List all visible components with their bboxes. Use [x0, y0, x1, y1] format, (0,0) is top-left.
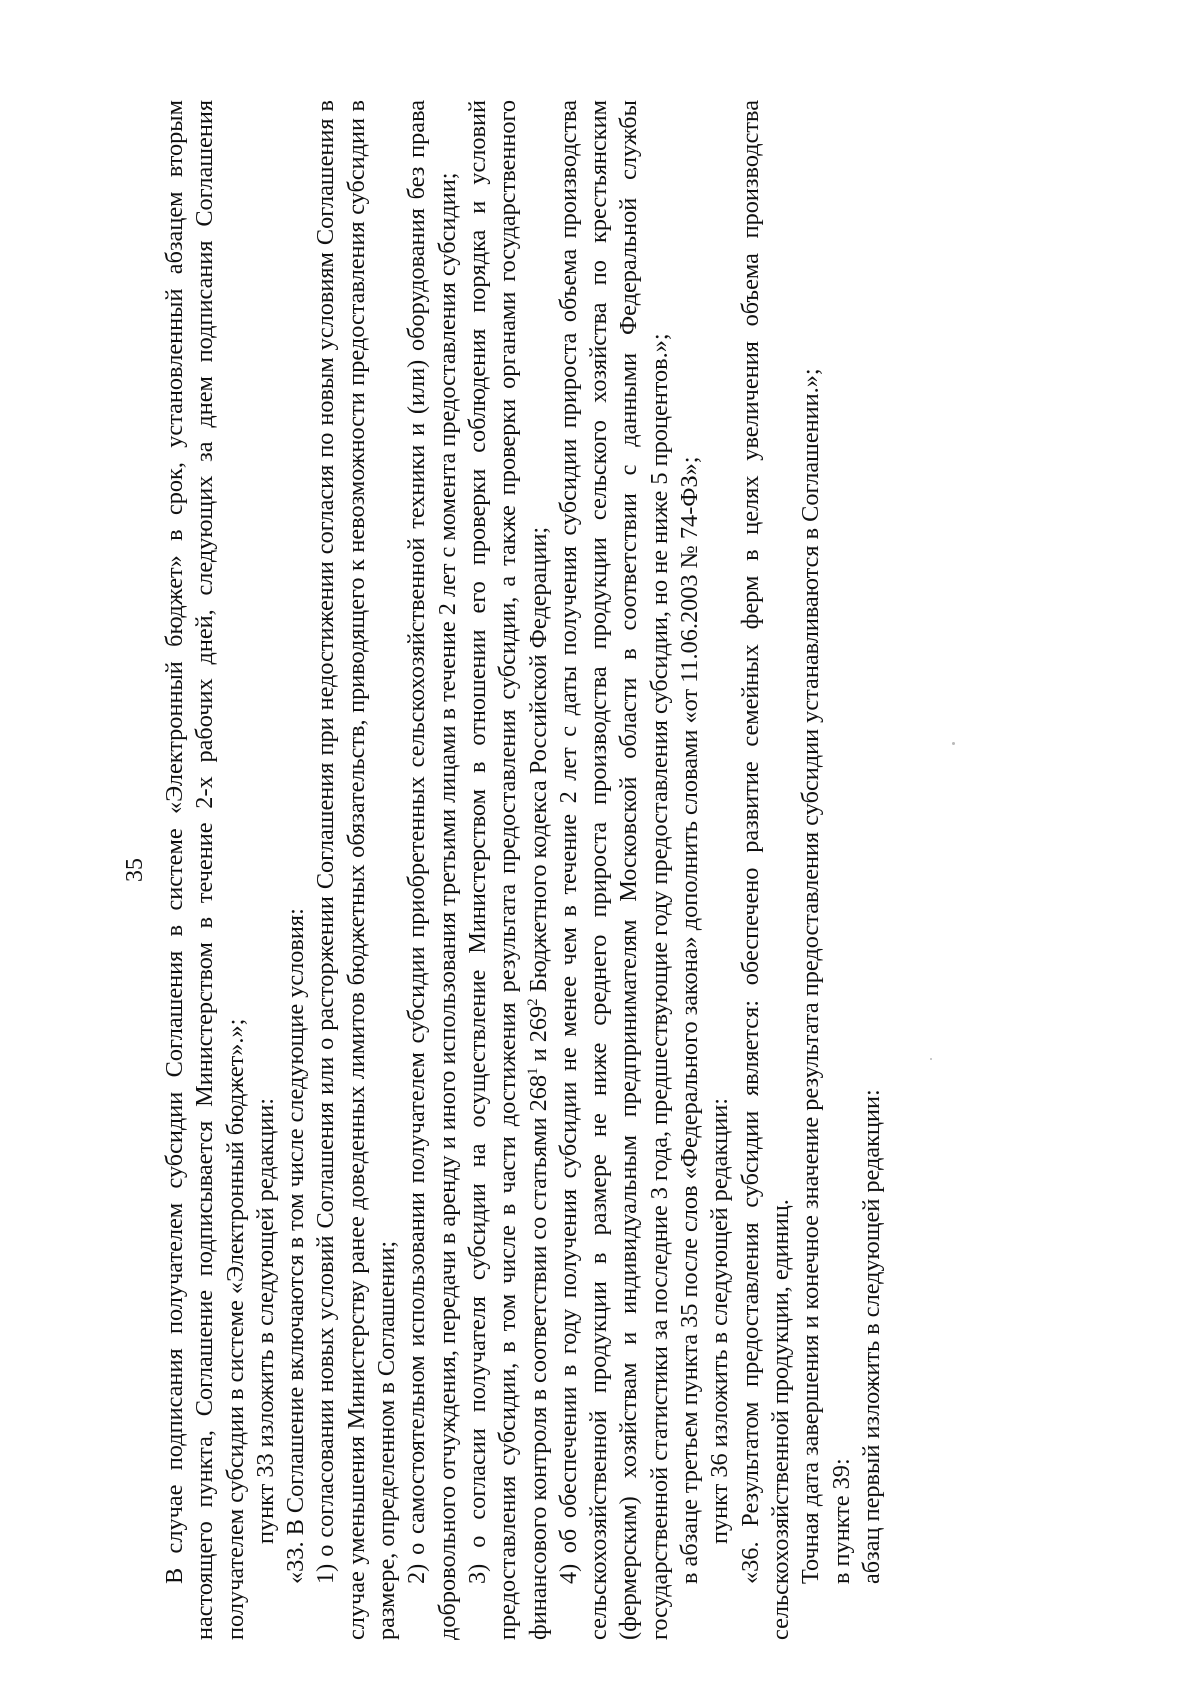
paragraph-condition-2: 2) о самостоятельном использовании получателем субсидии приобретенных сельскохозяйственной техники и (или) оборудования без права добровольного отчуждения, передачи в аренду и иного использования третьими лицами в течение 2 лет с момента предоставления субсидии; — [403, 100, 461, 1640]
condition-3-tail: Бюджетного кодекса Российской Федерации; — [524, 526, 552, 999]
paragraph-item-33-intro: пункт 33 изложить в следующей редакции: — [251, 1097, 279, 1544]
paragraph-condition-3 — [463, 100, 554, 1640]
paragraph-item-39-first: абзац первый изложить в следующей редакции: — [857, 1089, 885, 1584]
paragraph-condition-4: 4) об обеспечении в году получения субсидии не менее чем в течение 2 лет с даты получения субсидии прироста объема производства сельскохозяйственной продукции в размере не ниже среднего прироста производства продукции сельского хозяйства по крестьянским (фермерским) хозяйствам и индивидуальным предпринимателям Московской области в соответствии с данными Федеральной службы государственной статистики за последние 3 года, предшествующие году предоставления субсидии, но не ниже 5 процентов.»; — [554, 100, 673, 1640]
page-number: 35 — [122, 858, 148, 882]
paragraph-item-36-result: «36. Результатом предоставления субсидии является: обеспечено развитие семейных ферм в целях увеличения объема производства сельскохозяйственной продукции, единиц. — [736, 100, 794, 1640]
superscript-2: 2 — [524, 998, 541, 1006]
condition-3-text: 3) о согласии получателя субсидии на осуществление Министерством в отношении его проверки соблюдения порядка и условий предоставления субсидии, в том числе в части достижения результата предоставления субсидии, а также проверки органами государственного финансового контроля в соответствии со статьями 268 — [463, 100, 552, 1640]
paragraph-result-date: Точная дата завершения и конечное значение результата предоставления субсидии устанавливаются в Соглашении.»; — [797, 368, 825, 1584]
rotated-page-content — [120, 100, 1120, 1640]
paragraph-item-39: в пункте 39: — [827, 1458, 855, 1584]
paragraph-signing-deadline: В случае подписания получателем субсидии Соглашения в системе «Электронный бюджет» в срок, установленный абзацем вторым настоящего пункта, Соглашение подписывается Министерством в течение 2-х рабочих дней, следующих за днем подписания Соглашения получателем субсидии в системе «Электронный бюджет».»; — [161, 100, 249, 1640]
superscript-1: 1 — [524, 1067, 541, 1075]
scan-speck — [952, 742, 955, 745]
scan-speck — [930, 1058, 932, 1060]
condition-3-and: и 269 — [524, 1005, 552, 1068]
paragraph-item-36-intro: пункт 36 изложить в следующей редакции: — [706, 1097, 734, 1544]
paragraph-item-33-heading: «33. В Соглашение включаются в том числе следующие условия: — [282, 908, 310, 1584]
paragraph-condition-1: 1) о согласовании новых условий Соглашения или о расторжении Соглашения при недостижении согласия по новым условиям Соглашения в случае уменьшения Министерству ранее доведенных лимитов бюджетных обязательств, приводящего к невозможности предоставления субсидии в размере, определенном в Соглашении; — [312, 100, 401, 1640]
paragraph-item-35-amendment: в абзаце третьем пункта 35 после слов «Федерального закона» дополнить словами «от 11.06.2003 № 74-ФЗ»; — [676, 456, 704, 1584]
